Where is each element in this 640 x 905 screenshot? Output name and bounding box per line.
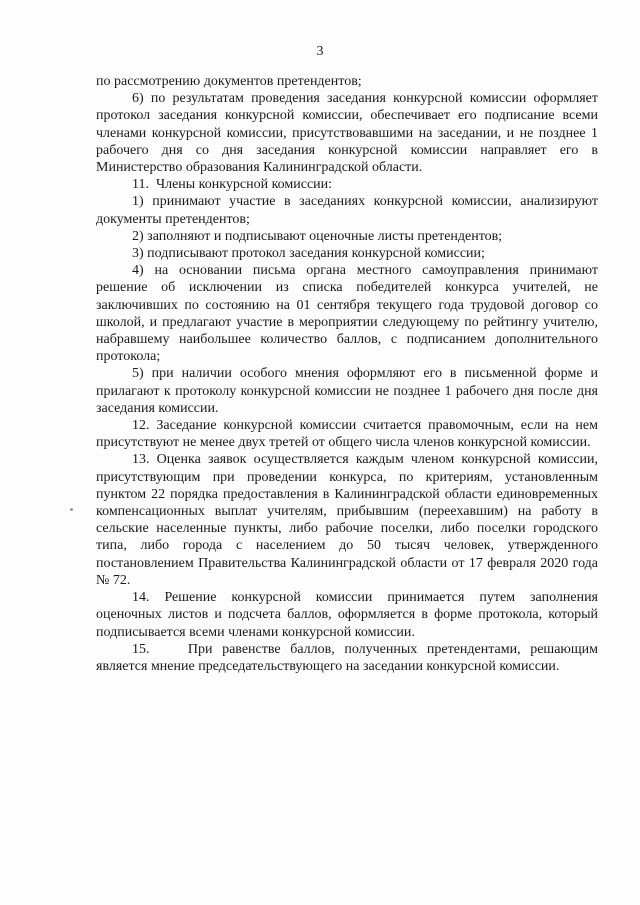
section-14: 14. Решение конкурсной комиссии принимается путем заполнения оценочных листов и подсчета баллов, оформляется в форме протокола, который подписывается всеми членами конкурсной комиссии. bbox=[96, 590, 598, 640]
section-15: 15. При равенстве баллов, полученных претендентами, решающим является мнение председательствующего на заседании конкурсной комиссии. bbox=[96, 641, 598, 674]
margin-mark bbox=[70, 508, 73, 511]
document-body bbox=[96, 73, 598, 675]
section-12: 12. Заседание конкурсной комиссии считается правомочным, если на нем присутствуют не менее двух третей от общего числа членов конкурсной комиссии. bbox=[96, 418, 598, 451]
paragraph-11-item-5: 5) при наличии особого мнения оформляют его в письменной форме и прилагают к протоколу конкурсной комиссии не позднее 1 рабочего дня после дня заседания комиссии. bbox=[96, 366, 598, 416]
paragraph-11-item-4: 4) на основании письма органа местного самоуправления принимают решение об исключении из списка победителей конкурса учителей, не заключивших по состоянию на 01 сентября текущего года трудовой договор со школой, и предлагают участие в мероприятии следующему по рейтингу учителю, набравшему наибольшее количество баллов, с подписанием дополнительного протокола; bbox=[96, 263, 598, 365]
paragraph-continuation: по рассмотрению документов претендентов; bbox=[96, 74, 362, 89]
section-11-heading: 11. Члены конкурсной комиссии: bbox=[132, 177, 333, 193]
page-number: 3 bbox=[316, 44, 324, 59]
paragraph-11-item-3: 3) подписывают протокол заседания конкурсной комиссии; bbox=[132, 246, 485, 262]
paragraph-11-item-1: 1) принимают участие в заседаниях конкурсной комиссии, анализируют документы претендентов; bbox=[96, 194, 598, 227]
paragraph-item-6: 6) по результатам проведения заседания конкурсной комиссии оформляет протокол заседания конкурсной комиссии, обеспечивает его подписание всеми членами конкурсной комиссии, присутствовавшими на заседании, и не позднее 1 рабочего дня со дня заседания конкурсной комиссии направляет его в Министерство образования Калининградской области. bbox=[96, 91, 598, 176]
paragraph-11-item-2: 2) заполняют и подписывают оценочные листы претендентов; bbox=[132, 228, 503, 244]
section-13: 13. Оценка заявок осуществляется каждым членом конкурсной комиссии, присутствующим при проведении конкурса, по критериям, установленным пунктом 22 порядка предоставления в Калининградской области единовременных компенсационных выплат учителям, прибывшим (переехавшим) на работу в сельские населенные пункты, либо рабочие поселки, либо поселки городского типа, либо города с населением до 50 тысяч человек, утвержденного постановлением Правительства Калининградской области от 17 февраля 2020 года № 72. bbox=[96, 452, 598, 588]
